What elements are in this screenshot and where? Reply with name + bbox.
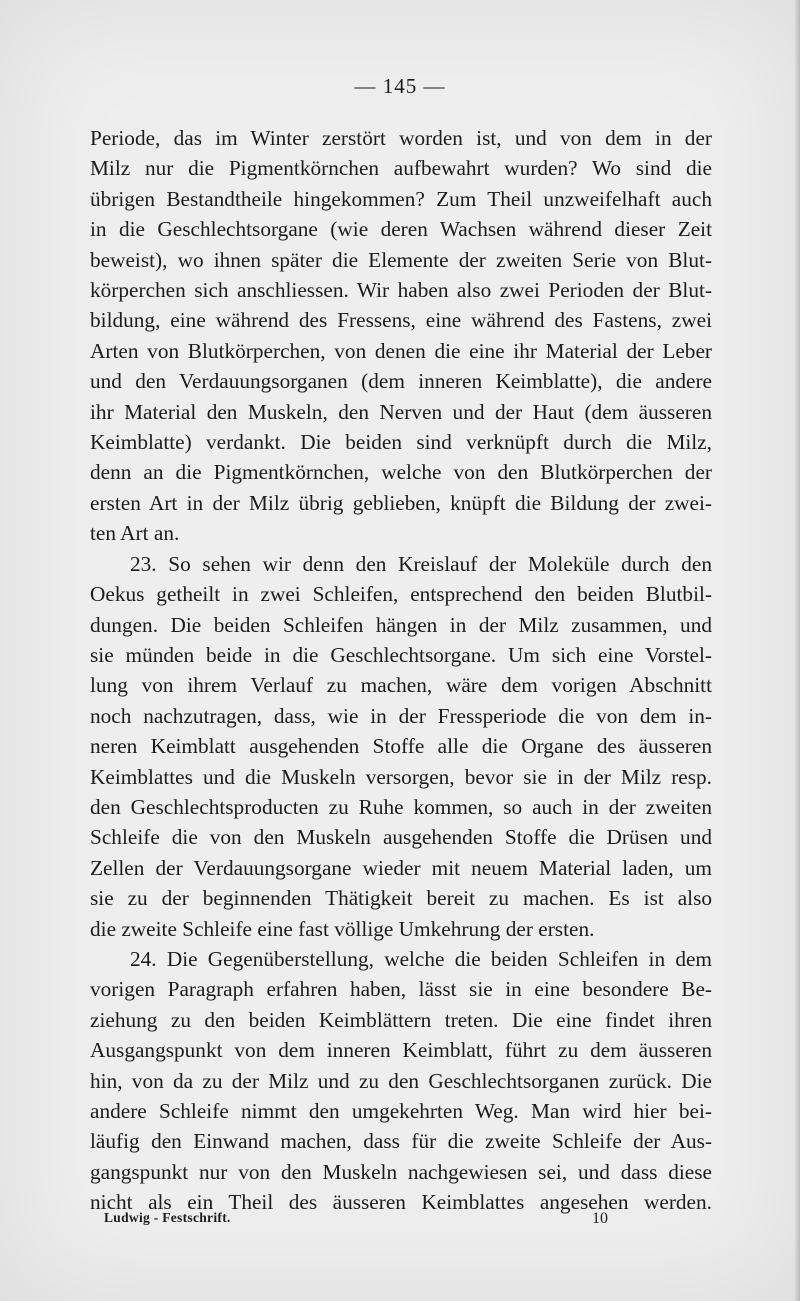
text-line: sie zu der beginnenden Thätigkeit bereit zu machen. Es ist also [90, 886, 712, 911]
text-line: hin, von da zu der Milz und zu den Geschlechtsorganen zurück. Die [90, 1068, 712, 1093]
text-line: Keimblattes und die Muskeln versorgen, bevor sie in der Milz resp. [90, 764, 712, 789]
text-line: Keimblatte) verdankt. Die beiden sind verknüpft durch die Milz, [90, 430, 712, 455]
text-line: neren Keimblatt ausgehenden Stoffe alle die Organe des äusseren [90, 734, 712, 759]
text-line: sie münden beide in die Geschlechtsorgane. Um sich eine Vorstel- [90, 642, 712, 667]
text-line: vorigen Paragraph erfahren haben, lässt sie in eine besondere Be- [90, 977, 712, 1002]
page-edge-shadow [794, 0, 800, 1301]
text-line: Ausgangspunkt von dem inneren Keimblatt, führt zu dem äusseren [90, 1038, 712, 1063]
text-line: und den Verdauungsorganen (dem inneren Keimblatte), die andere [90, 369, 712, 394]
text-line: bildung, eine während des Fressens, eine während des Fastens, zwei [90, 308, 712, 333]
text-line: ziehung zu den beiden Keimblättern treten. Die eine findet ihren [90, 1007, 712, 1032]
text-line: den Geschlechtsproducten zu Ruhe kommen, so auch in der zweiten [90, 794, 712, 819]
text-line: lung von ihrem Verlauf zu machen, wäre dem vorigen Abschnitt [90, 673, 712, 698]
text-line: ihr Material den Muskeln, den Nerven und der Haut (dem äusseren [90, 399, 712, 424]
text-line: nicht als ein Theil des äusseren Keimblattes angesehen werden. [90, 1190, 712, 1215]
paragraph-start-24: 24. Die Gegenüberstellung, welche die beiden Schleifen in dem [130, 946, 712, 971]
text-line: denn an die Pigmentkörnchen, welche von den Blutkörperchen der [90, 460, 712, 485]
text-line: ten Art an. [90, 521, 180, 546]
text-line: läufig den Einwand machen, dass für die zweite Schleife der Aus- [90, 1129, 712, 1154]
text-line: körperchen sich anschliessen. Wir haben also zwei Perioden der Blut- [90, 278, 712, 303]
text-line: noch nachzutragen, dass, wie in der Fressperiode die von dem in- [90, 703, 712, 728]
text-line: gangspunkt nur von den Muskeln nachgewiesen sei, und dass diese [90, 1159, 712, 1184]
page-footer [0, 1210, 800, 1234]
text-line: Schleife die von den Muskeln ausgehenden Stoffe die Drüsen und [90, 825, 712, 850]
text-line: Oekus getheilt in zwei Schleifen, entsprechend den beiden Blutbil- [90, 582, 712, 607]
signature-mark: Ludwig - Festschrift. [104, 1210, 231, 1225]
body-text [90, 123, 712, 1218]
text-line: in die Geschlechtsorgane (wie deren Wachsen während dieser Zeit [90, 217, 712, 242]
text-line: die zweite Schleife eine fast völlige Umkehrung der ersten. [90, 916, 595, 941]
text-line: beweist), wo ihnen später die Elemente der zweiten Serie von Blut- [90, 247, 712, 272]
text-line: Milz nur die Pigmentkörnchen aufbewahrt wurden? Wo sind die [90, 156, 712, 181]
text-line: übrigen Bestandtheile hingekommen? Zum Theil unzweifelhaft auch [90, 186, 712, 211]
text-line: Periode, das im Winter zerstört worden ist, und von dem in der [90, 126, 712, 150]
page-number: — 145 — [354, 74, 446, 98]
text-line: ersten Art in der Milz übrig geblieben, knüpft die Bildung der zwei- [90, 490, 712, 515]
text-line: dungen. Die beiden Schleifen hängen in der Milz zusammen, und [90, 612, 712, 637]
text-line: andere Schleife nimmt den umgekehrten Weg. Man wird hier bei- [90, 1099, 712, 1123]
text-line: Arten von Blutkörperchen, von denen die eine ihr Material der Leber [90, 338, 712, 363]
paragraph-start-23: 23. So sehen wir denn den Kreislauf der Moleküle durch den [130, 551, 712, 576]
text-line: Zellen der Verdauungsorgane wieder mit neuem Material laden, um [90, 855, 712, 880]
sheet-number: 10 [592, 1210, 608, 1227]
